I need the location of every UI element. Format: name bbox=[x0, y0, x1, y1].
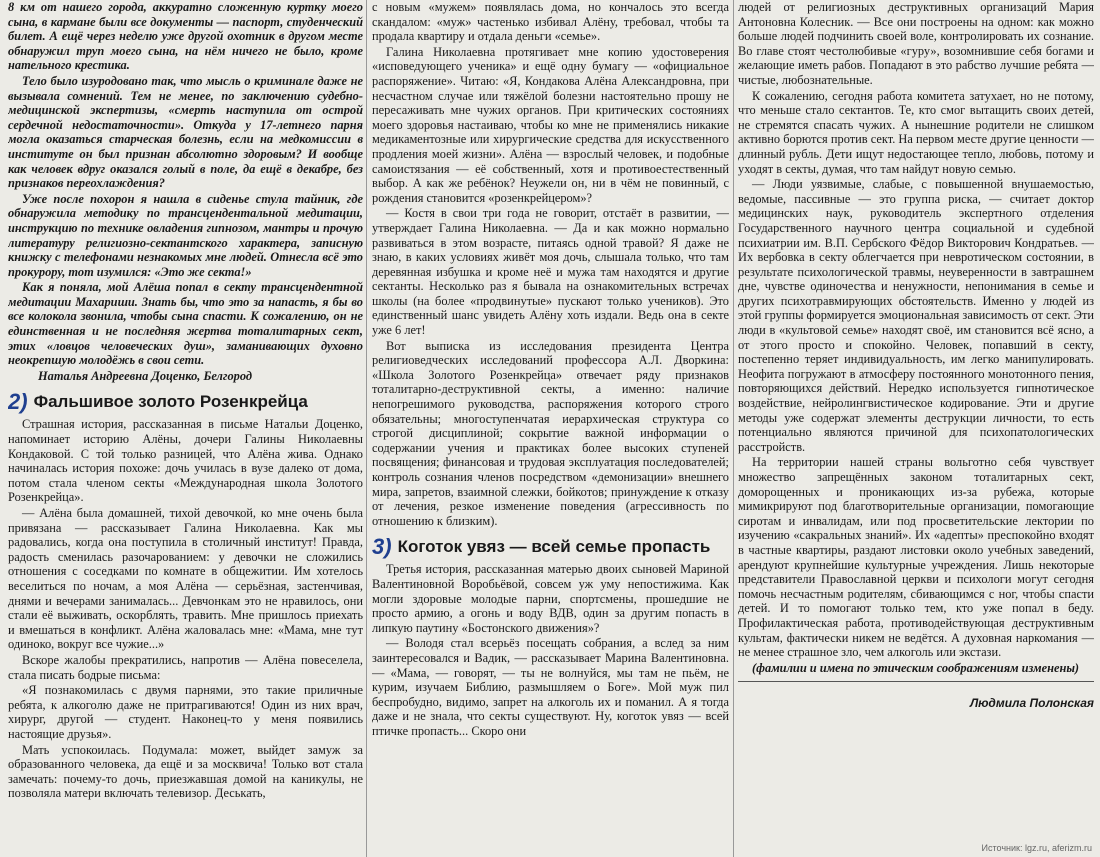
section-heading-3 bbox=[372, 536, 729, 558]
column-divider bbox=[366, 0, 367, 857]
article-paragraph: — Алёна была домашней, тихой девочкой, ко мне очень была привязана — рассказывает Галина Николаевна. Как мы радовались, когда она поступила в столичный институт! Правда, радость сменилась разочарованием: у девочки не сложились отношения с соседками по комнате в общежитии. Им хотелось веселиться по ночам, а моя Алёна — серьёзная, застенчивая, днями и вечерами занималась... Девчонкам это не нравилось, они стали её выживать, оскорблять, травить. Мне пришлось приехать и вмешаться в конфликт. Алёна жаловалась мне: «Мама, мне тут одиноко, вокруг все чужие...» bbox=[8, 506, 363, 652]
article-paragraph: Мать успокоилась. Подумала: может, выйдет замуж за образованного человека, да ещё и за москвича! Только вот стала замечать: почему-то дочь, приезжавшая домой на каникулы, не позволяла матери включать телевизор. Деськать, bbox=[8, 742, 363, 801]
article-paragraph: Вот выписка из исследования президента Центра религиоведческих исследований профессора А.Л. Дворкина: «Школа Золотого Розенкрейца» отвечает ряду признаков тоталитарно-деструктивной секты, а именно: наличие непогрешимого руководства, распоряжения которого строго обязательны; многоступенчатая иерархическая структура со строгой дисциплиной; сокрытие важной информации о содержании учения и практиках более высоких ступеней посвящения; финансовая и трудовая эксплуатация последователей; контроль сознания членов посредством «демонизации» внешнего мира, запретов, взаимной слежки, бойкотов; принуждение к отказу от лечения, резкое изменение поведения (агрессивность по отношению к близким). bbox=[372, 338, 729, 528]
handwritten-number-mark: 2) bbox=[8, 389, 28, 415]
handwritten-number-mark: 3) bbox=[372, 534, 392, 560]
letter-paragraph: Как я поняла, мой Алёша попал в секту трансцендентной медитации Махариши. Знать бы, что это за напасть, я бы во все колокола звонила, чтобы сына спасти. К сожалению, он не единственная и не последняя жертва тоталитарных сект, этих «ловцов человеческих душ», заманивающих духовно неокрепшую молодёжь в свои сети. bbox=[8, 280, 363, 368]
article-paragraph: Страшная история, рассказанная в письме Натальи Доценко, напоминает историю Алёны, дочери Галины Николаевны Кондаковой. С той только разницей, что Алёна жива. Однако начиналась история похоже: дочь училась в вузе далеко от дома, потом стала членом секты «Международная школа Золотого Розенкрейца». bbox=[8, 417, 363, 505]
article-paragraph: — Володя стал всерьёз посещать собрания, а вслед за ним заинтересовался и Вадик, — рассказывает Марина Валентиновна. — «Мама, — говорят, — ты не волнуйся, мы там не пьём, не курим, изучаем Библию, размышляем о Боге». Мой муж пил беспробудно, видимо, запрет на алкоголь их и поманил. А я тогда даже и не знала, что секты существуют. Ну, коготок увяз — всей птичке пропасть... Скоро они bbox=[372, 636, 729, 738]
divider bbox=[738, 681, 1094, 682]
column-2 bbox=[372, 0, 729, 857]
article-author: Людмила Полонская bbox=[969, 696, 1094, 711]
article-paragraph: К сожалению, сегодня работа комитета затухает, но не потому, что меньше стало сектантов. Те, кто смог вытащить своих детей, не стремятся спасать чужих. А нынешние родители не слишком активно борются против сект. На первом месте другие ценности — длинный рубль. Дети ищут недостающее тепло, любовь, потому и уходят в секты, думая, что там найдут новую семью. bbox=[738, 88, 1094, 176]
section-heading-text: Фальшивое золото Розенкрейца bbox=[33, 392, 308, 412]
section-heading-text: Коготок увяз — всей семье пропасть bbox=[397, 537, 711, 557]
article-paragraph: На территории нашей страны вольготно себя чувствует множество запрещённых законом тоталитарных сект, доморощенных и проникающих из-за рубежа, которые мимикрируют под благотворительные организации, помогающие сиротам и инвалидам, или под просветительские лектории по изучению «сакральных знаний». Их «адепты» преспокойно входят в частные квартиры, раздают листовки около учебных заведений, арендуют крупнейшие культурные учреждения. Лишь некоторые представители Православной церкви и психологи могут сегодня помочь несчастным родителям, сбивающимся с ног, чтобы спасти детей. И то помогают только тем, кто уже попал в беду. Профилактическая работа, противодействующая деструктивным культам, фактически никем не ведётся. А духовная наркомания — не менее страшное зло, чем алкоголь или экстази. bbox=[738, 455, 1094, 660]
letter-paragraph: 8 км от нашего города, аккуратно сложенную куртку моего сына, в кармане были все документы — паспорт, студенческий билет. А ещё через неделю уже другой охотник в другом месте обнаружил труп моего сына, на нём ничего не было, кроме нательного крестика. bbox=[8, 0, 363, 73]
column-divider bbox=[733, 0, 734, 857]
article-paragraph: «Я познакомилась с двумя парнями, это такие приличные ребята, к алкоголю даже не притрагиваются! Один из них врач, хирург, другой — студент. Наконец-то у меня появились настоящие друзья». bbox=[8, 683, 363, 741]
column-1 bbox=[8, 0, 363, 857]
column-3 bbox=[738, 0, 1094, 857]
article-paragraph: Третья история, рассказанная матерью двоих сыновей Мариной Валентиновной Воробьёвой, совсем уж уму непостижима. Как могли здоровые молодые парни, спортсмены, прошедшие не просто армию, а огонь и воду ВДВ, один за другим попасть в липкую паутину «Бостонского движения»? bbox=[372, 562, 729, 635]
letter-signature: Наталья Андреевна Доценко, Белгород bbox=[38, 368, 253, 383]
letter-paragraph: Тело было изуродовано так, что мысль о криминале даже не вызывала сомнений. Тем не менее, по заключению судебно-медицинской экспертизы, «смерть наступила от острой сердечной недостаточности». Откуда у 17-летнего парня могла оказаться старческая болезнь, если на медкомиссии в институте он был признан абсолютно здоровым? И вообще как человек вдруг оказался голый в поле, да ещё в декабре, без признаков переохлаждения? bbox=[8, 73, 363, 191]
article-paragraph: — Люди уязвимые, слабые, с повышенной внушаемостью, ведомые, пассивные — это группа риска, — считает доктор медицинских наук, руководитель экспертного отделения Государственного научного центра социальной и судебной психиатрии им. В.П. Сербского Фёдор Викторович Кондратьев. — Их вербовка в секту облегчается при невротическом состоянии, в результате психологической травмы, неуверенности в завтрашнем дне, чувстве одиночества и ненужности, непонимания в семье и других психотравмирующих обстоятельств. Именно у людей из этой группы формируется эмоциональная зависимость от сект. Эти люди в «культовой семье» находят своё, им становится всё ясно, а от этого просто и спокойно. Человек, попавший в секту, постепенно теряет индивидуальность, им легко манипулировать. Неофита погружают в атмосферу постоянного монотонного пения, повторяющихся действий. Нередко используется гипнотическое воздействие, нейролингвистическое кодирование. Эти и другие методы уже содержат элементы деструкции личности, то есть потенциально являются причиной для психопатологических расстройств. bbox=[738, 177, 1094, 454]
section-heading-2 bbox=[8, 391, 363, 413]
article-paragraph: с новым «мужем» появлялась дома, но кончалось это всегда скандалом: «муж» частенько избивал Алёну, требовал, чтобы та продала квартиру и отдала деньги «семье». bbox=[372, 0, 729, 44]
source-watermark: Источник: lgz.ru, aferizm.ru bbox=[981, 843, 1092, 853]
article-paragraph: Вскоре жалобы прекратились, напротив — Алёна повеселела, стала писать бодрые письма: bbox=[8, 652, 363, 682]
editorial-note: (фамилии и имена по этическим соображениям изменены) bbox=[752, 660, 1080, 675]
article-paragraph: — Костя в свои три года не говорит, отстаёт в развитии, — утверждает Галина Николаевна. — Да и как можно нормально развиваться в этом возрасте, питаясь одной травой? Я даже не знаю, в каких условиях живёт моя дочь, слышала только, что там деревянная избушка и кроме неё и мужа там находятся и другие сектанты. Несколько раз я бывала на ознакомительных встречах школы (на более «продвинутые» пускают только учеников). Это единственный шанс увидеть Алёну хоть издали. Ведь она в секте уже 6 лет! bbox=[372, 206, 729, 338]
article-paragraph: Галина Николаевна протягивает мне копию удостоверения «исповедующего ученика» и ещё одну бумагу — «официальное распоряжение». Читаю: «Я, Кондакова Алёна Александровна, при несчастном случае или тяжёлой болезни настоятельно прошу не пересаживать мне чужих органов. При критических состояниях моего здоровья настаиваю, чтобы ко мне не применялись никакие медикаментозные или хирургические средства для искусственного продления моей жизни». Алёна — взрослый человек, и подобные самоистязания — её собственный, хотя и противоестественный выбор. А как же ребёнок? Неужели он, ни в чём не повинный, с рождения становится «розенкрейцером»? bbox=[372, 44, 729, 205]
letter-paragraph: Уже после похорон я нашла в сиденье стула тайник, где обнаружила методику по трансцендентальной медитации, инструкцию по технике овладения гипнозом, мантры и прочую литературу религиозно-сектантского характера, записную книжку с телефонами незнакомых мне людей. Отнесла всё это прокурору, тот изумился: «Это же секта!» bbox=[8, 191, 363, 279]
article-paragraph: людей от религиозных деструктивных организаций Мария Антоновна Колесник. — Все они построены на одном: как можно больше людей подчинить своей воле, контролировать их сознание. Во главе стоят честолюбивые «гуру», возомнившие себя богами и желающие иметь рабов. Попадают в это рабство лучшие ребята — чистые, любознательные. bbox=[738, 0, 1094, 87]
